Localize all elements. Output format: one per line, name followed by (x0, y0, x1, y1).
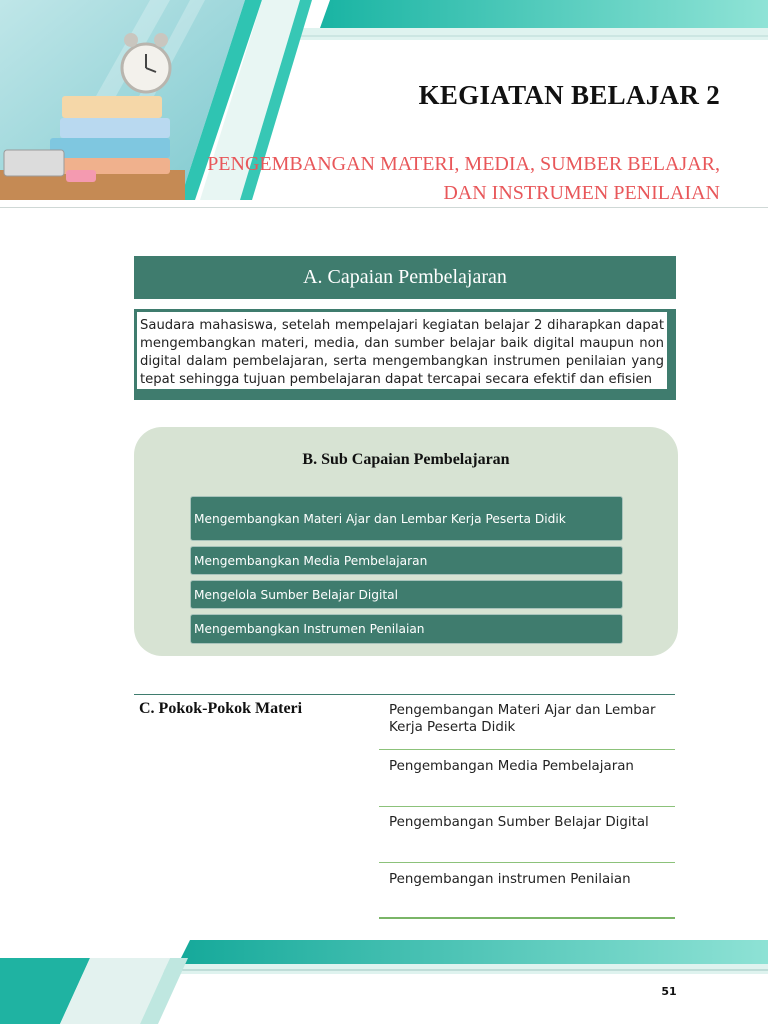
subtitle-line-2: DAN INSTRUMEN PENILAIAN (443, 182, 720, 204)
sub-outcome-item: Mengembangkan Materi Ajar dan Lembar Kerja Peserta Didik (190, 496, 623, 541)
footer-decoration (0, 930, 768, 1024)
material-separator (379, 806, 675, 807)
section-c-bottom-rule (379, 917, 675, 919)
footer-banner (0, 930, 768, 1024)
sub-outcome-item: Mengembangkan Media Pembelajaran (190, 546, 623, 575)
page-subtitle (160, 150, 720, 208)
section-c-top-rule (134, 694, 675, 695)
section-c-heading: C. Pokok-Pokok Materi (139, 700, 303, 717)
sub-outcome-item: Mengelola Sumber Belajar Digital (190, 580, 623, 609)
subtitle-line-1: PENGEMBANGAN MATERI, MEDIA, SUMBER BELAJAR, (207, 153, 720, 175)
material-separator (379, 862, 675, 863)
material-item: Pengembangan instrumen Penilaian (389, 872, 631, 887)
section-a-heading: A. Capaian Pembelajaran (134, 256, 676, 299)
page-number: 51 (661, 985, 677, 998)
material-separator (379, 749, 675, 750)
sub-outcome-item: Mengembangkan Instrumen Penilaian (190, 614, 623, 644)
section-b-panel (134, 427, 678, 656)
section-a-box (134, 309, 676, 400)
material-item: Pengembangan Media Pembelajaran (389, 759, 634, 774)
section-b-heading: B. Sub Capaian Pembelajaran (302, 451, 510, 468)
material-item: Pengembangan Sumber Belajar Digital (389, 815, 649, 830)
page-title: KEGIATAN BELAJAR 2 (418, 80, 720, 110)
section-a-text: Saudara mahasiswa, setelah mempelajari kegiatan belajar 2 diharapkan dapat mengembangkan materi, media, dan sumber belajar baik digital maupun non digital dalam pembelajaran, serta mengembangkan instrumen penilaian yang tepat sehingga tujuan pembelajaran dapat tercapai secara efektif dan efisien (136, 311, 668, 390)
material-item: Pengembangan Materi Ajar dan Lembar Kerja Peserta Didik (389, 703, 656, 735)
